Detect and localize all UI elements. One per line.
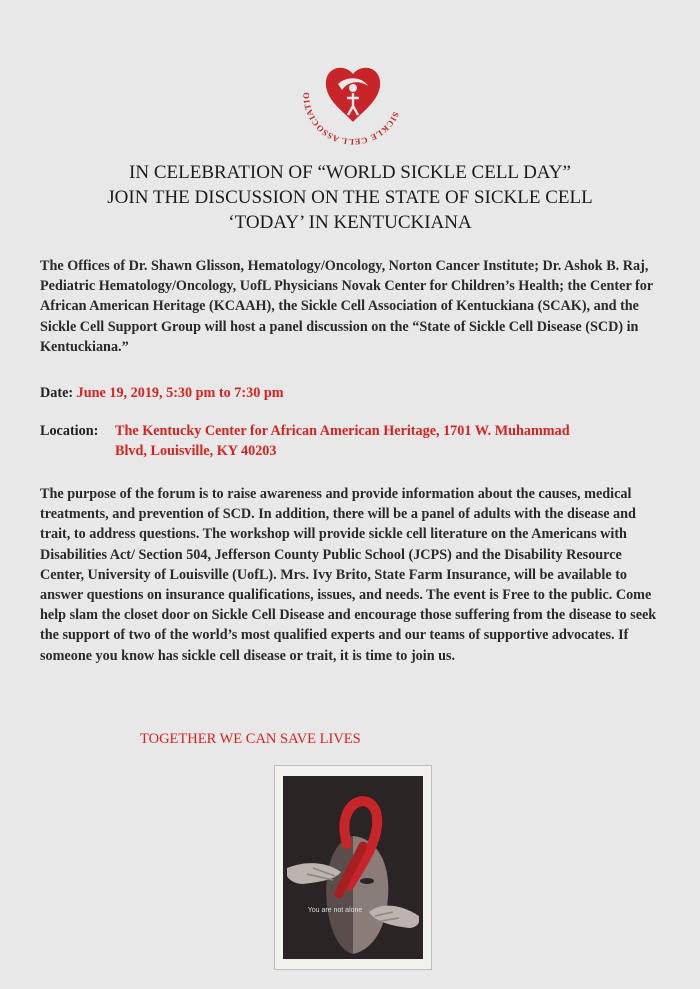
logo-ring-text: SICKLE CELL ASSOCIATIO <box>300 91 402 148</box>
headline-line-1: IN CELEBRATION OF “WORLD SICKLE CELL DAY” <box>129 162 571 183</box>
poster-artwork <box>283 776 423 959</box>
purpose-paragraph: The purpose of the forum is to raise awareness and provide information about the causes, medical treatments, and prevention of SCD. In addition, there will be a panel of adults with the disease and trait, to address questions. The workshop will provide sickle cell literature on the Americans with Disabilities Act/ Section 504, Jefferson County Public School (JCPS) and the Disability Resource Center, University of Louisville (UofL). Mrs. Ivy Brito, State Farm Insurance, will be available to answer questions on insurance qualifications, issues, and needs. The event is Free to the public. Come help slam the closet door on Sickle Cell Disease and encourage those suffering from the disease to seek the support of two of the world’s most qualified experts and our teams of supportive advocates. If someone you know has sickle cell disease or trait, it is time to join us. <box>40 486 657 664</box>
intro-paragraph: The Offices of Dr. Shawn Glisson, Hematology/Oncology, Norton Cancer Institute; Dr. Ashok B. Raj, Pediatric Hematology/Oncology, UofL Physicians Novak Center for Children’s Health; the Center for African American Heritage (KCAAH), the Sickle Cell Association of Kentuckiana (SCAK), and the Sickle Cell Support Group will host a panel discussion on the “State of Sickle Cell Disease (SCD) in Kentuckiana.” <box>40 258 653 355</box>
awareness-poster <box>274 765 432 970</box>
location-line-1: The Kentucky Center for African American Heritage, 1701 W. Muhammad <box>115 423 570 439</box>
headline-line-2: JOIN THE DISCUSSION ON THE STATE OF SICKLE CELL <box>107 187 593 208</box>
location-label: Location: <box>40 423 99 439</box>
headline-line-3: ‘TODAY’ IN KENTUCKIANA <box>228 212 472 233</box>
event-headline <box>40 160 660 235</box>
date-label: Date: <box>40 385 74 401</box>
event-date <box>40 385 284 402</box>
sickle-cell-association-logo-icon <box>298 40 408 150</box>
awareness-ribbon-icon <box>283 776 423 959</box>
location-line-2: Blvd, Louisville, KY 40203 <box>115 443 277 459</box>
location-value <box>115 421 655 461</box>
association-logo <box>298 40 408 150</box>
date-value: June 19, 2019, 5:30 pm to 7:30 pm <box>76 385 284 401</box>
poster-caption: You are not alone <box>307 907 363 914</box>
slogan: TOGETHER WE CAN SAVE LIVES <box>140 731 361 747</box>
